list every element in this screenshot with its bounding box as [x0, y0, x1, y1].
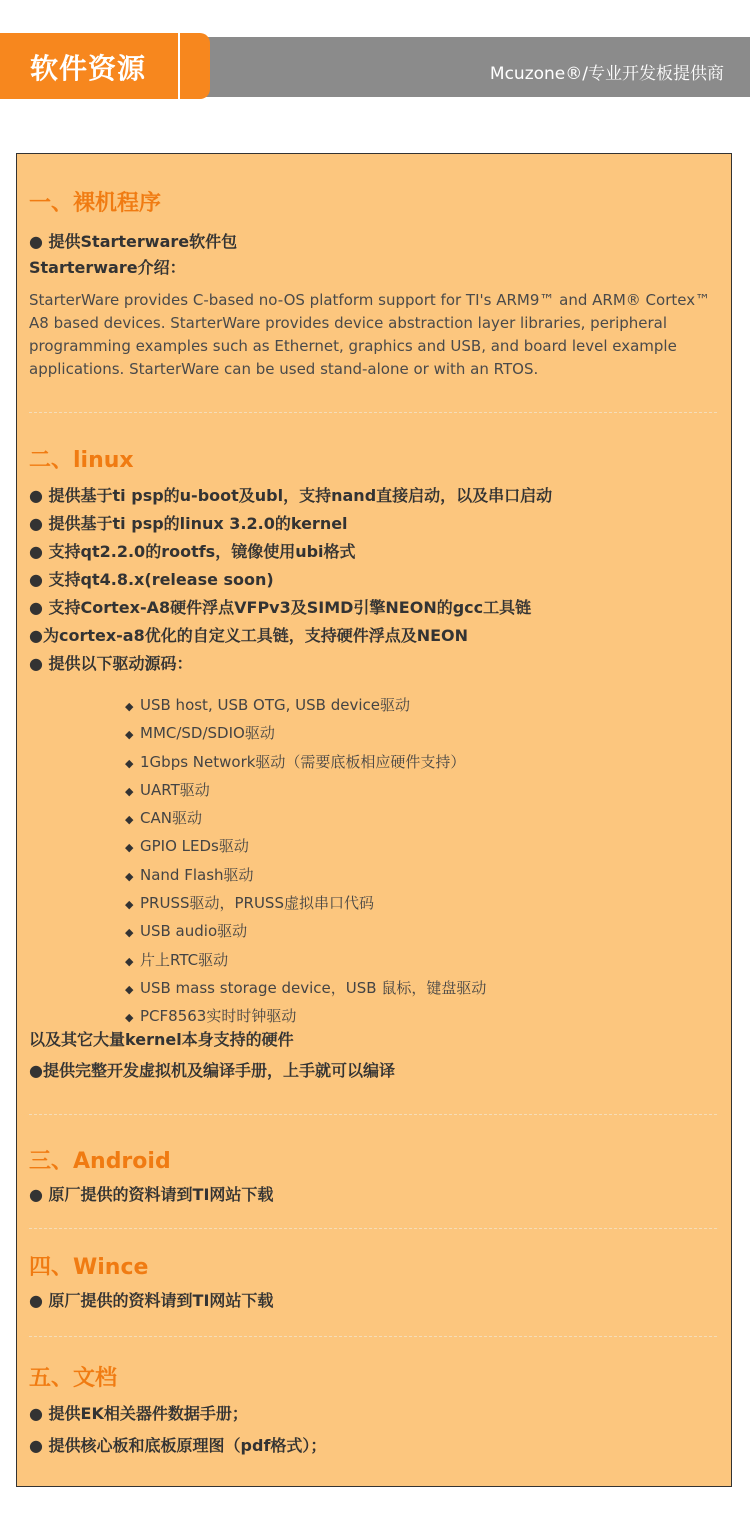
list-item: ● 提供核心板和底板原理图（pdf格式）； [29, 1436, 327, 1455]
divider [29, 1336, 717, 1337]
list-item: ◆ Nand Flash驱动 [125, 862, 486, 890]
section-linux-extra [29, 1024, 719, 1086]
section-baremetal-body [29, 229, 719, 381]
section-title: 二、linux [29, 448, 134, 473]
list-item: ●提供完整开发虚拟机及编译手册，上手就可以编译 [29, 1061, 395, 1080]
diamond-icon: ◆ [125, 926, 134, 940]
section-title: 三、Android [29, 1149, 171, 1174]
diamond-icon: ◆ [125, 1011, 134, 1025]
list-item: ◆ CAN驱动 [125, 805, 486, 833]
list-item: 以及其它大量kernel本身支持的硬件 [29, 1030, 294, 1049]
list-item: ● 原厂提供的资料请到TI网站下载 [29, 1291, 274, 1310]
list-item: ◆ USB host, USB OTG, USB device驱动 [125, 692, 486, 720]
list-item: ◆ USB audio驱动 [125, 918, 486, 946]
section-title: 一、裸机程序 [29, 191, 162, 216]
section-title: 四、Wince [29, 1255, 149, 1280]
list-item: ● 提供Starterware软件包 [29, 232, 238, 251]
list-item: ● 原厂提供的资料请到TI网站下载 [29, 1185, 274, 1204]
list-item: ◆ PRUSS驱动，PRUSS虚拟串口代码 [125, 890, 486, 918]
list-item: ●为cortex-a8优化的自定义工具链，支持硬件浮点及NEON [29, 626, 469, 645]
content-panel [16, 153, 732, 1487]
diamond-icon: ◆ [125, 841, 134, 855]
list-item: ◆ UART驱动 [125, 777, 486, 805]
diamond-icon: ◆ [125, 756, 134, 770]
section-wince [29, 1250, 719, 1315]
divider [29, 412, 717, 413]
list-item: ◆ 1Gbps Network驱动（需要底板相应硬件支持） [125, 749, 486, 777]
divider [29, 1228, 717, 1229]
list-item: ● 提供基于ti psp的linux 3.2.0的kernel [29, 514, 348, 533]
diamond-icon: ◆ [125, 982, 134, 996]
list-item: ◆ MMC/SD/SDIO驱动 [125, 720, 486, 748]
list-item: ● 提供EK相关器件数据手册； [29, 1404, 248, 1423]
diamond-icon: ◆ [125, 954, 134, 968]
section-baremetal [29, 186, 719, 217]
list-item: ◆ PCF8563实时时钟驱动 [125, 1003, 486, 1031]
diamond-icon: ◆ [125, 728, 134, 742]
list-item: ◆ GPIO LEDs驱动 [125, 833, 486, 861]
section-linux-features [29, 482, 719, 678]
banner-title-tab [0, 33, 210, 99]
list-item: ● 支持qt4.8.x(release soon) [29, 570, 274, 589]
page-title: 软件资源 [30, 52, 147, 85]
list-item: ● 支持Cortex-A8硬件浮点VFPv3及SIMD引擎NEON的gcc工具链 [29, 598, 532, 617]
section-docs [29, 1361, 719, 1462]
list-item: ◆ 片上RTC驱动 [125, 947, 486, 975]
diamond-icon: ◆ [125, 784, 134, 798]
list-item: ● 支持qt2.2.0的rootfs，镜像使用ubi格式 [29, 542, 356, 561]
list-item: Starterware介绍： [29, 258, 186, 277]
list-item: ● 提供以下驱动源码： [29, 654, 193, 673]
starterware-description: StarterWare provides C-based no-OS platform support for TI's ARM9™ and ARM® Cortex™ A8 based devices. StarterWare provides device abstraction layer libraries, peripheral programming examples such as Ethernet, graphics and USB, and board level example applications. StarterWare can be used stand-alone or with an RTOS. [29, 291, 711, 378]
section-android [29, 1144, 719, 1209]
section-linux [29, 443, 719, 474]
banner-divider [178, 33, 180, 99]
header-banner [0, 33, 750, 99]
section-title: 五、文档 [29, 1366, 118, 1391]
diamond-icon: ◆ [125, 700, 134, 713]
list-item: ◆ USB mass storage device，USB 鼠标，键盘驱动 [125, 975, 486, 1003]
banner-gray-bar [200, 37, 750, 97]
diamond-icon: ◆ [125, 813, 134, 827]
diamond-icon: ◆ [125, 869, 134, 883]
diamond-icon: ◆ [125, 898, 134, 912]
divider [29, 1114, 717, 1115]
driver-list [125, 692, 486, 1032]
banner-subtitle: Mcuzone®/专业开发板提供商 [489, 64, 724, 84]
list-item: ● 提供基于ti psp的u-boot及ubl，支持nand直接启动，以及串口启动 [29, 486, 553, 505]
